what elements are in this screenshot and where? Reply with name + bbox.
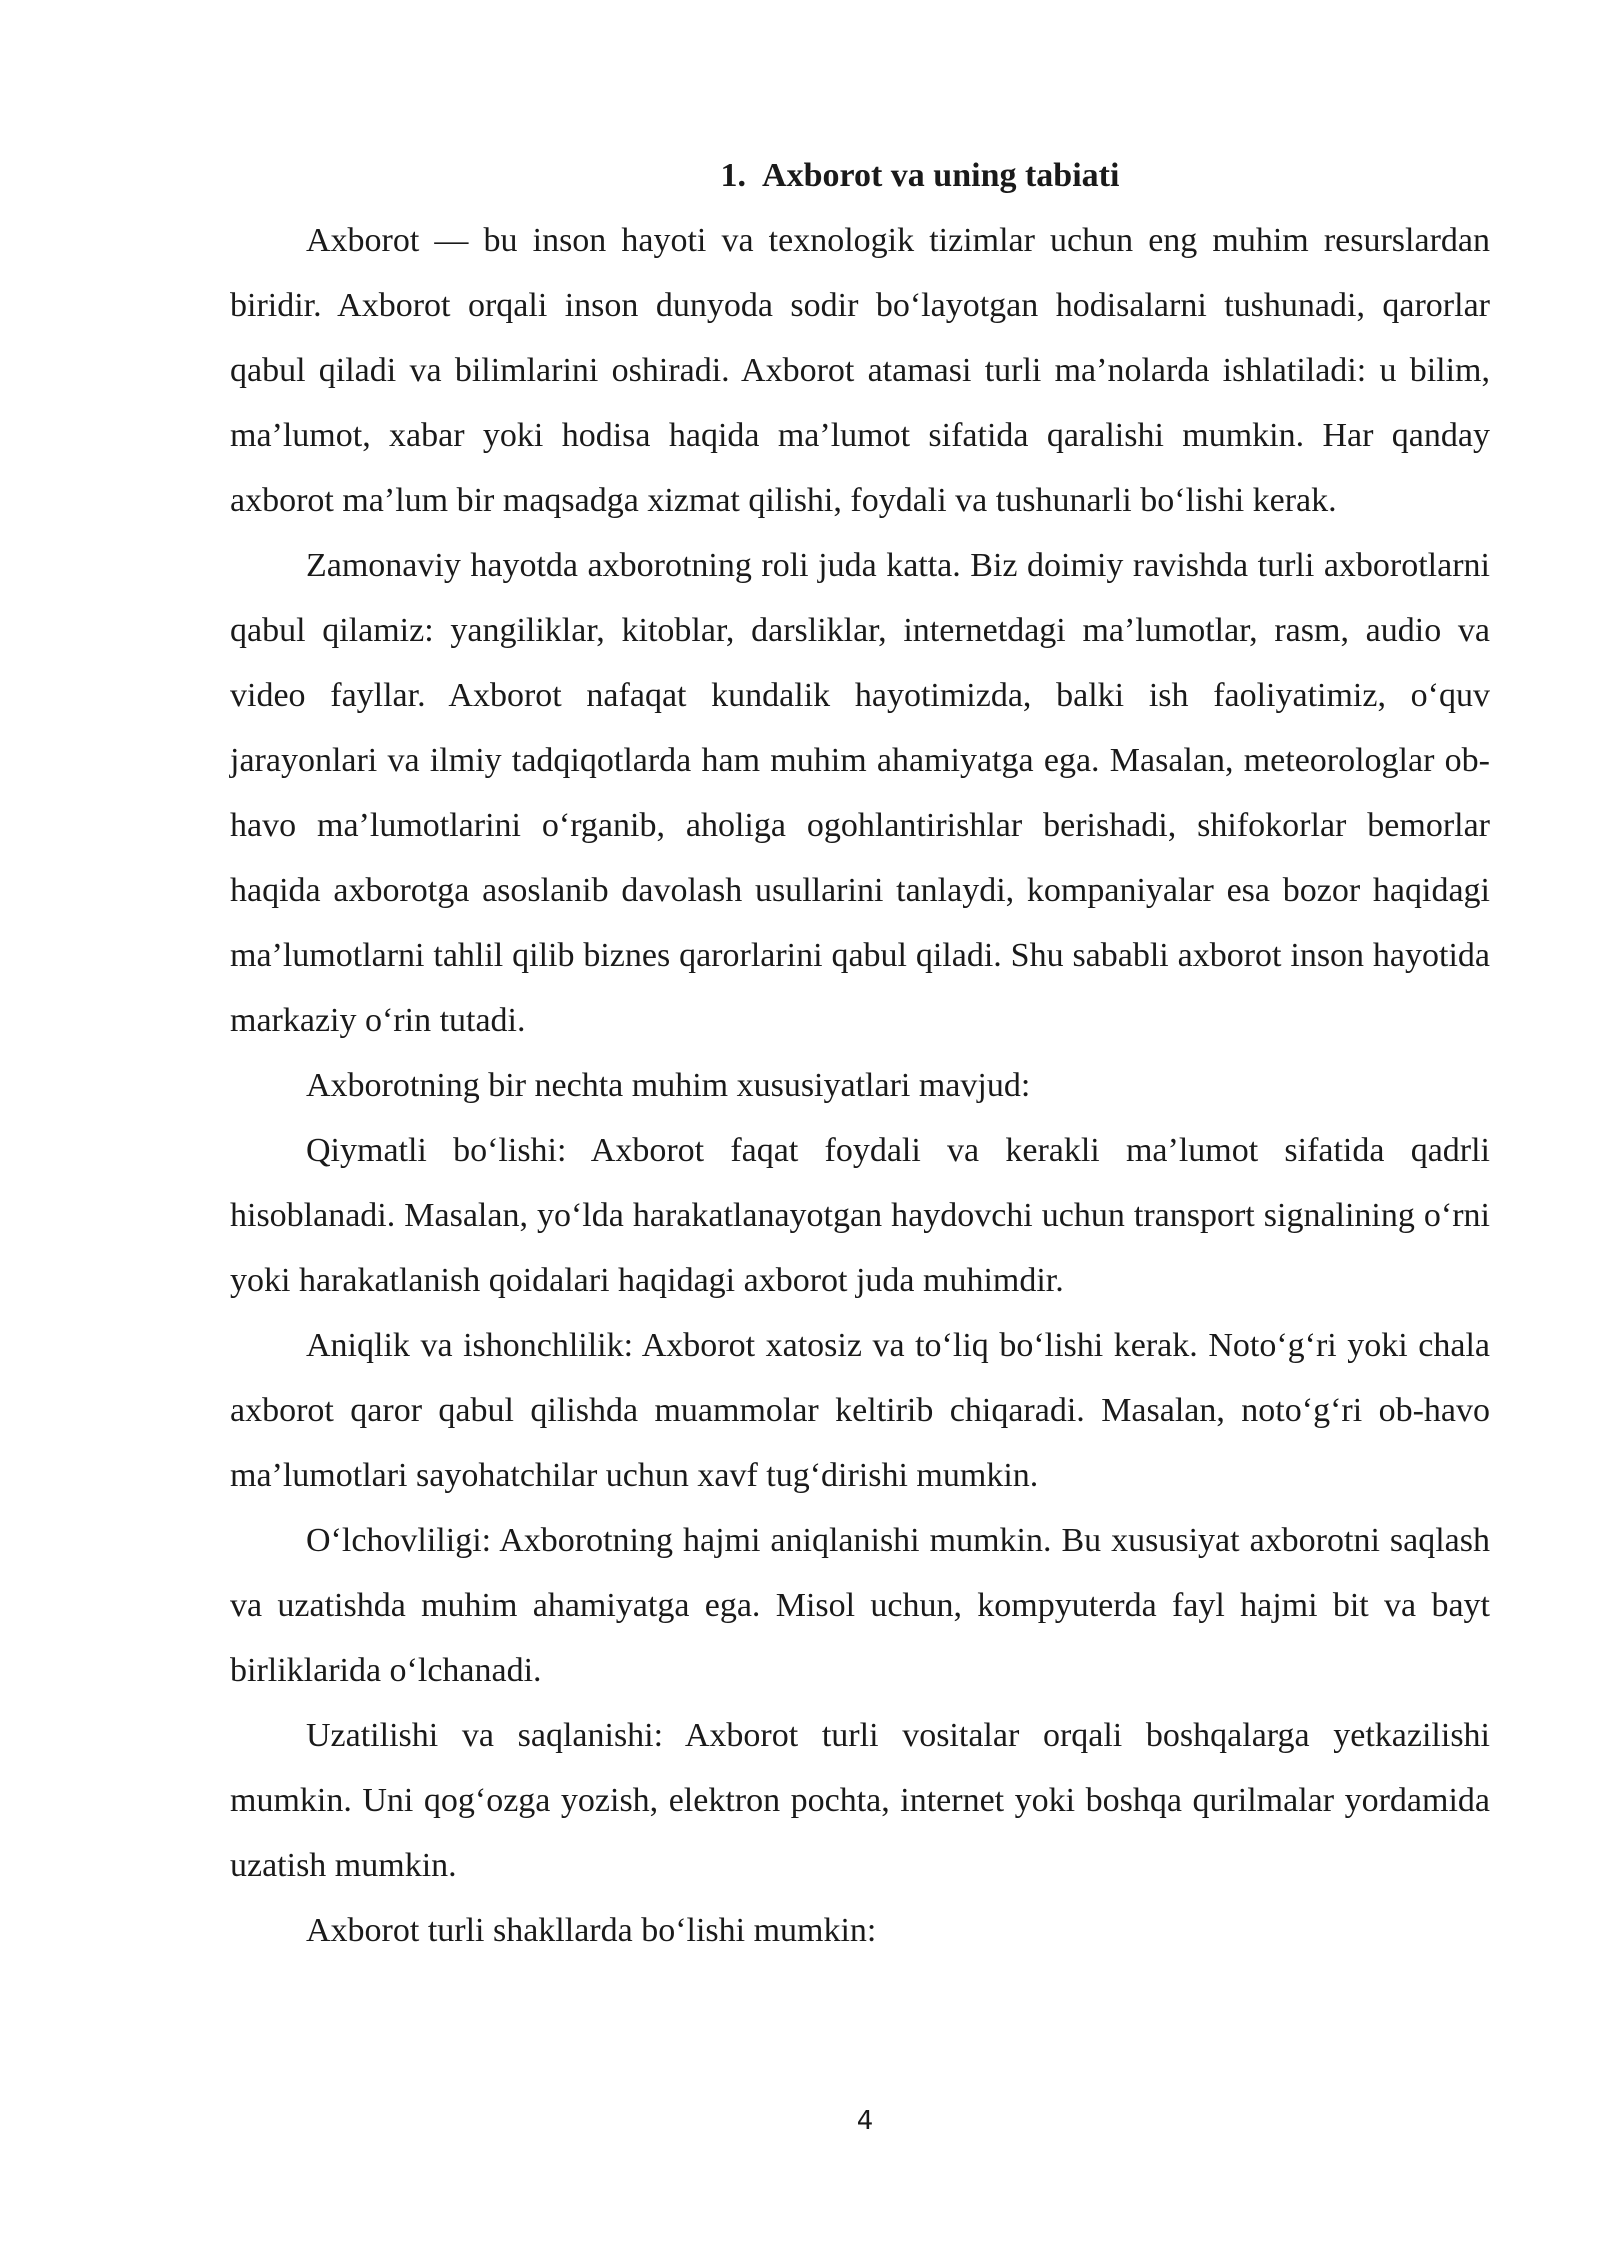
paragraph-intro: Axborot — bu inson hayoti va texnologik tizimlar uchun eng muhim resurslardan biridir. Axborot orqali inson dunyoda sodir bo‘layotgan hodisalarni tushunadi, qarorlar qabul qiladi va bilimlarini oshiradi. Axborot atamasi turli ma’nolarda ishlatiladi: u bilim, ma’lumot, xabar yoki hodisa haqida ma’lumot sifatida qaralishi mumkin. Har qanday axborot ma’lum bir maqsadga xizmat qilishi, foydali va tushunarli bo‘lishi kerak. — [230, 222, 1490, 519]
paragraph-transmission: Uzatilishi va saqlanishi: Axborot turli vositalar orqali boshqalarga yetkazilishi mumkin. Uni qog‘ozga yozish, elektron pochta, internet yoki boshqa qurilmalar yordamida uzatish mumkin. — [230, 1717, 1490, 1884]
paragraph-forms-intro: Axborot turli shakllarda bo‘lishi mumkin: — [306, 1912, 877, 1949]
paragraph-accuracy: Aniqlik va ishonchlilik: Axborot xatosiz va to‘liq bo‘lishi kerak. Noto‘g‘ri yoki chala axborot qaror qabul qilishda muammolar keltirib chiqaradi. Masalan, noto‘g‘ri ob-havo ma’lumotlari sayohatchilar uchun xavf tug‘dirishi mumkin. — [230, 1327, 1490, 1494]
paragraph-value: Qiymatli bo‘lishi: Axborot faqat foydali va kerakli ma’lumot sifatida qadrli hisoblanadi. Masalan, yo‘lda harakatlanayotgan haydovchi uchun transport signalining o‘rni yoki harakatlanish qoidalari haqidagi axborot juda muhimdir. — [230, 1132, 1490, 1299]
paragraph-properties-intro: Axborotning bir nechta muhim xususiyatlari mavjud: — [306, 1067, 1031, 1104]
page-content — [230, 150, 1490, 1963]
section-number: 1. — [720, 157, 747, 194]
section-title: Axborot va uning tabiati — [762, 157, 1120, 194]
page-number: 4 — [856, 2106, 874, 2136]
section-heading — [230, 150, 1490, 202]
paragraph-modern-life: Zamonaviy hayotda axborotning roli juda katta. Biz doimiy ravishda turli axborotlarni qabul qilamiz: yangiliklar, kitoblar, darsliklar, internetdagi ma’lumotlar, rasm, audio va video fayllar. Axborot nafaqat kundalik hayotimizda, balki ish faoliyatimiz, o‘quv jarayonlari va ilmiy tadqiqotlarda ham muhim ahamiyatga ega. Masalan, meteorologlar ob-havo ma’lumotlarini o‘rganib, aholiga ogohlantirishlar berishadi, shifokorlar bemorlar haqida axborotga asoslanib davolash usullarini tanlaydi, kompaniyalar esa bozor haqidagi ma’lumotlarni tahlil qilib biznes qarorlarini qabul qiladi. Shu sababli axborot inson hayotida markaziy o‘rin tutadi. — [230, 547, 1490, 1039]
paragraph-measurability: O‘lchovliligi: Axborotning hajmi aniqlanishi mumkin. Bu xususiyat axborotni saqlash va uzatishda muhim ahamiyatga ega. Misol uchun, kompyuterda fayl hajmi bit va bayt birliklarida o‘lchanadi. — [230, 1522, 1490, 1689]
